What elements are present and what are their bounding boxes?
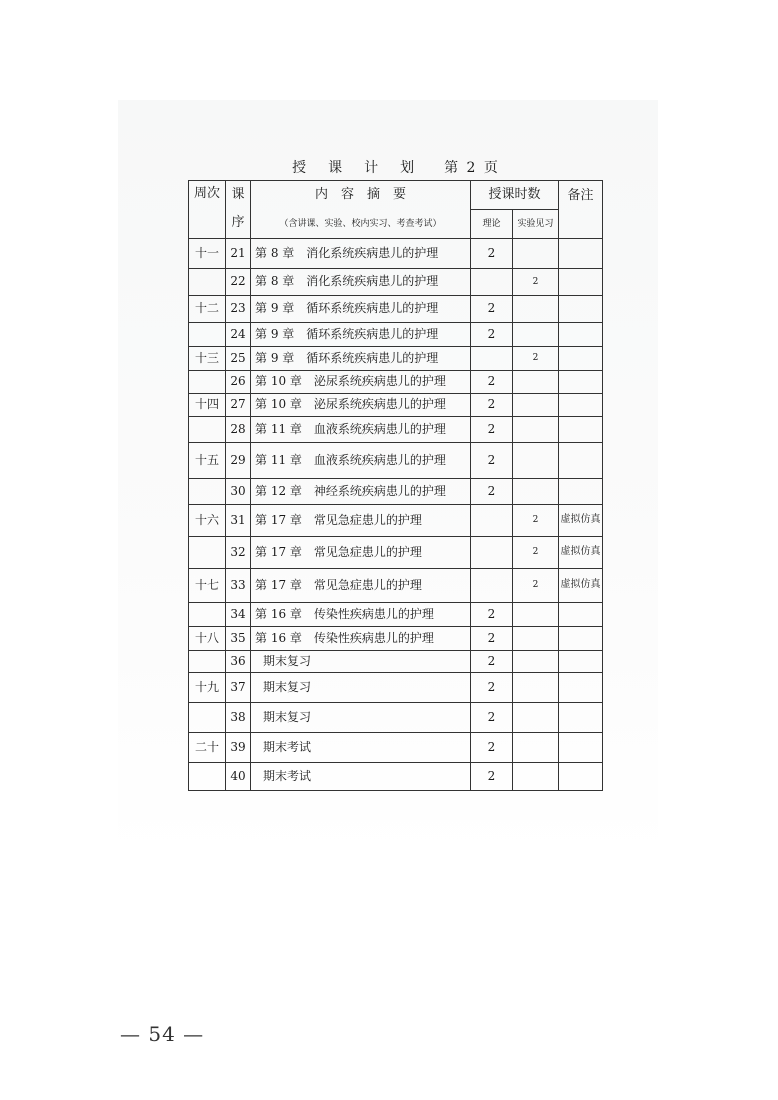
note-cell: 虚拟仿真: [559, 505, 603, 537]
header-content-main: 内 容 摘 要: [251, 181, 471, 210]
note-cell: [559, 651, 603, 673]
note-cell: [559, 479, 603, 505]
header-week: 周次: [189, 181, 226, 239]
table-row: [189, 296, 603, 323]
lesson-number-cell: 23: [226, 296, 251, 323]
practice-hours-cell: [513, 394, 559, 417]
table-row: [189, 673, 603, 703]
week-cell: [189, 763, 226, 791]
week-cell: 十六: [189, 505, 226, 537]
practice-hours-cell: [513, 703, 559, 733]
title-text: 授课计划: [292, 160, 437, 176]
lesson-number-cell: 33: [226, 569, 251, 603]
table-row: [189, 239, 603, 269]
table-row: [189, 733, 603, 763]
theory-hours-cell: [471, 569, 513, 603]
content-cell: 第 9 章 循环系统疾病患儿的护理: [251, 347, 471, 371]
table-row: [189, 269, 603, 296]
table-row: [189, 443, 603, 479]
week-cell: 十一: [189, 239, 226, 269]
content-cell: 第 17 章 常见急症患儿的护理: [251, 569, 471, 603]
lesson-number-cell: 34: [226, 603, 251, 627]
practice-hours-cell: [513, 763, 559, 791]
header-hours: 授课时数: [471, 181, 559, 210]
table-row: [189, 347, 603, 371]
content-cell: 第 8 章 消化系统疾病患儿的护理: [251, 239, 471, 269]
week-cell: [189, 603, 226, 627]
lesson-number-cell: 24: [226, 323, 251, 347]
page-number: — 54 —: [120, 1022, 205, 1046]
lesson-number-cell: 25: [226, 347, 251, 371]
lesson-number-cell: 26: [226, 371, 251, 394]
week-cell: [189, 537, 226, 569]
note-cell: [559, 347, 603, 371]
week-cell: [189, 417, 226, 443]
table-row: [189, 505, 603, 537]
theory-hours-cell: 2: [471, 371, 513, 394]
week-cell: 二十: [189, 733, 226, 763]
header-content-sub: （含讲课、实验、校内实习、考查考试）: [251, 210, 471, 239]
note-cell: [559, 323, 603, 347]
theory-hours-cell: [471, 347, 513, 371]
note-cell: [559, 417, 603, 443]
lesson-number-cell: 29: [226, 443, 251, 479]
week-cell: [189, 651, 226, 673]
lesson-number-cell: 37: [226, 673, 251, 703]
note-cell: [559, 603, 603, 627]
table-row: [189, 323, 603, 347]
week-cell: [189, 703, 226, 733]
theory-hours-cell: 2: [471, 394, 513, 417]
practice-hours-cell: [513, 417, 559, 443]
note-cell: [559, 703, 603, 733]
table-body: [189, 239, 603, 791]
practice-hours-cell: [513, 443, 559, 479]
lesson-number-cell: 27: [226, 394, 251, 417]
lesson-number-cell: 22: [226, 269, 251, 296]
table-row: [189, 537, 603, 569]
week-cell: 十八: [189, 627, 226, 651]
note-cell: [559, 627, 603, 651]
week-cell: [189, 269, 226, 296]
content-cell: 第 11 章 血液系统疾病患儿的护理: [251, 417, 471, 443]
practice-hours-cell: 2: [513, 537, 559, 569]
document-title: [190, 157, 602, 179]
practice-hours-cell: [513, 627, 559, 651]
week-cell: 十五: [189, 443, 226, 479]
theory-hours-cell: 2: [471, 296, 513, 323]
table-row: [189, 479, 603, 505]
content-cell: 第 10 章 泌尿系统疾病患儿的护理: [251, 394, 471, 417]
theory-hours-cell: 2: [471, 443, 513, 479]
lesson-number-cell: 40: [226, 763, 251, 791]
table-row: [189, 651, 603, 673]
week-cell: 十九: [189, 673, 226, 703]
note-cell: [559, 673, 603, 703]
theory-hours-cell: 2: [471, 627, 513, 651]
theory-hours-cell: 2: [471, 239, 513, 269]
practice-hours-cell: [513, 479, 559, 505]
content-cell: 第 17 章 常见急症患儿的护理: [251, 505, 471, 537]
content-cell: 第 16 章 传染性疾病患儿的护理: [251, 603, 471, 627]
theory-hours-cell: 2: [471, 323, 513, 347]
lesson-number-cell: 32: [226, 537, 251, 569]
note-cell: [559, 443, 603, 479]
note-cell: [559, 763, 603, 791]
theory-hours-cell: 2: [471, 479, 513, 505]
practice-hours-cell: [513, 603, 559, 627]
week-cell: 十三: [189, 347, 226, 371]
theory-hours-cell: 2: [471, 603, 513, 627]
note-cell: 虚拟仿真: [559, 569, 603, 603]
lesson-number-cell: 30: [226, 479, 251, 505]
theory-hours-cell: 2: [471, 763, 513, 791]
table-row: [189, 763, 603, 791]
teaching-plan-table: [188, 180, 603, 791]
week-cell: 十四: [189, 394, 226, 417]
note-cell: 虚拟仿真: [559, 537, 603, 569]
lesson-number-cell: 38: [226, 703, 251, 733]
header-lesson-bottom: 序: [226, 210, 251, 239]
table-row: [189, 703, 603, 733]
content-cell: 第 16 章 传染性疾病患儿的护理: [251, 627, 471, 651]
week-cell: [189, 371, 226, 394]
table-row: [189, 627, 603, 651]
week-cell: [189, 323, 226, 347]
title-page: 第 2 页: [444, 160, 500, 176]
practice-hours-cell: 2: [513, 269, 559, 296]
lesson-number-cell: 39: [226, 733, 251, 763]
theory-hours-cell: [471, 505, 513, 537]
theory-hours-cell: 2: [471, 651, 513, 673]
content-cell: 第 12 章 神经系统疾病患儿的护理: [251, 479, 471, 505]
lesson-number-cell: 31: [226, 505, 251, 537]
lesson-number-cell: 21: [226, 239, 251, 269]
practice-hours-cell: 2: [513, 347, 559, 371]
table-header: [189, 181, 603, 239]
theory-hours-cell: 2: [471, 673, 513, 703]
table-row: [189, 603, 603, 627]
content-cell: 期末考试: [251, 763, 471, 791]
table-row: [189, 417, 603, 443]
theory-hours-cell: 2: [471, 733, 513, 763]
week-cell: 十七: [189, 569, 226, 603]
header-lesson-top: 课: [226, 181, 251, 210]
header-theory: 理论: [471, 210, 513, 239]
table-row: [189, 371, 603, 394]
practice-hours-cell: [513, 239, 559, 269]
content-cell: 期末复习: [251, 703, 471, 733]
note-cell: [559, 296, 603, 323]
practice-hours-cell: [513, 323, 559, 347]
week-cell: 十二: [189, 296, 226, 323]
lesson-number-cell: 28: [226, 417, 251, 443]
content-cell: 第 9 章 循环系统疾病患儿的护理: [251, 323, 471, 347]
practice-hours-cell: [513, 296, 559, 323]
note-cell: [559, 733, 603, 763]
lesson-number-cell: 36: [226, 651, 251, 673]
practice-hours-cell: [513, 733, 559, 763]
week-cell: [189, 479, 226, 505]
note-cell: [559, 269, 603, 296]
content-cell: 期末考试: [251, 733, 471, 763]
header-practice: 实验见习: [513, 210, 559, 239]
note-cell: [559, 394, 603, 417]
table-row: [189, 569, 603, 603]
practice-hours-cell: 2: [513, 505, 559, 537]
content-cell: 期末复习: [251, 651, 471, 673]
note-cell: [559, 371, 603, 394]
content-cell: 第 8 章 消化系统疾病患儿的护理: [251, 269, 471, 296]
practice-hours-cell: [513, 371, 559, 394]
theory-hours-cell: 2: [471, 703, 513, 733]
theory-hours-cell: [471, 269, 513, 296]
content-cell: 第 9 章 循环系统疾病患儿的护理: [251, 296, 471, 323]
theory-hours-cell: [471, 537, 513, 569]
header-notes: 备注: [559, 181, 603, 239]
practice-hours-cell: [513, 673, 559, 703]
note-cell: [559, 239, 603, 269]
content-cell: 第 10 章 泌尿系统疾病患儿的护理: [251, 371, 471, 394]
table-row: [189, 394, 603, 417]
theory-hours-cell: 2: [471, 417, 513, 443]
content-cell: 期末复习: [251, 673, 471, 703]
lesson-number-cell: 35: [226, 627, 251, 651]
practice-hours-cell: [513, 651, 559, 673]
content-cell: 第 17 章 常见急症患儿的护理: [251, 537, 471, 569]
practice-hours-cell: 2: [513, 569, 559, 603]
content-cell: 第 11 章 血液系统疾病患儿的护理: [251, 443, 471, 479]
